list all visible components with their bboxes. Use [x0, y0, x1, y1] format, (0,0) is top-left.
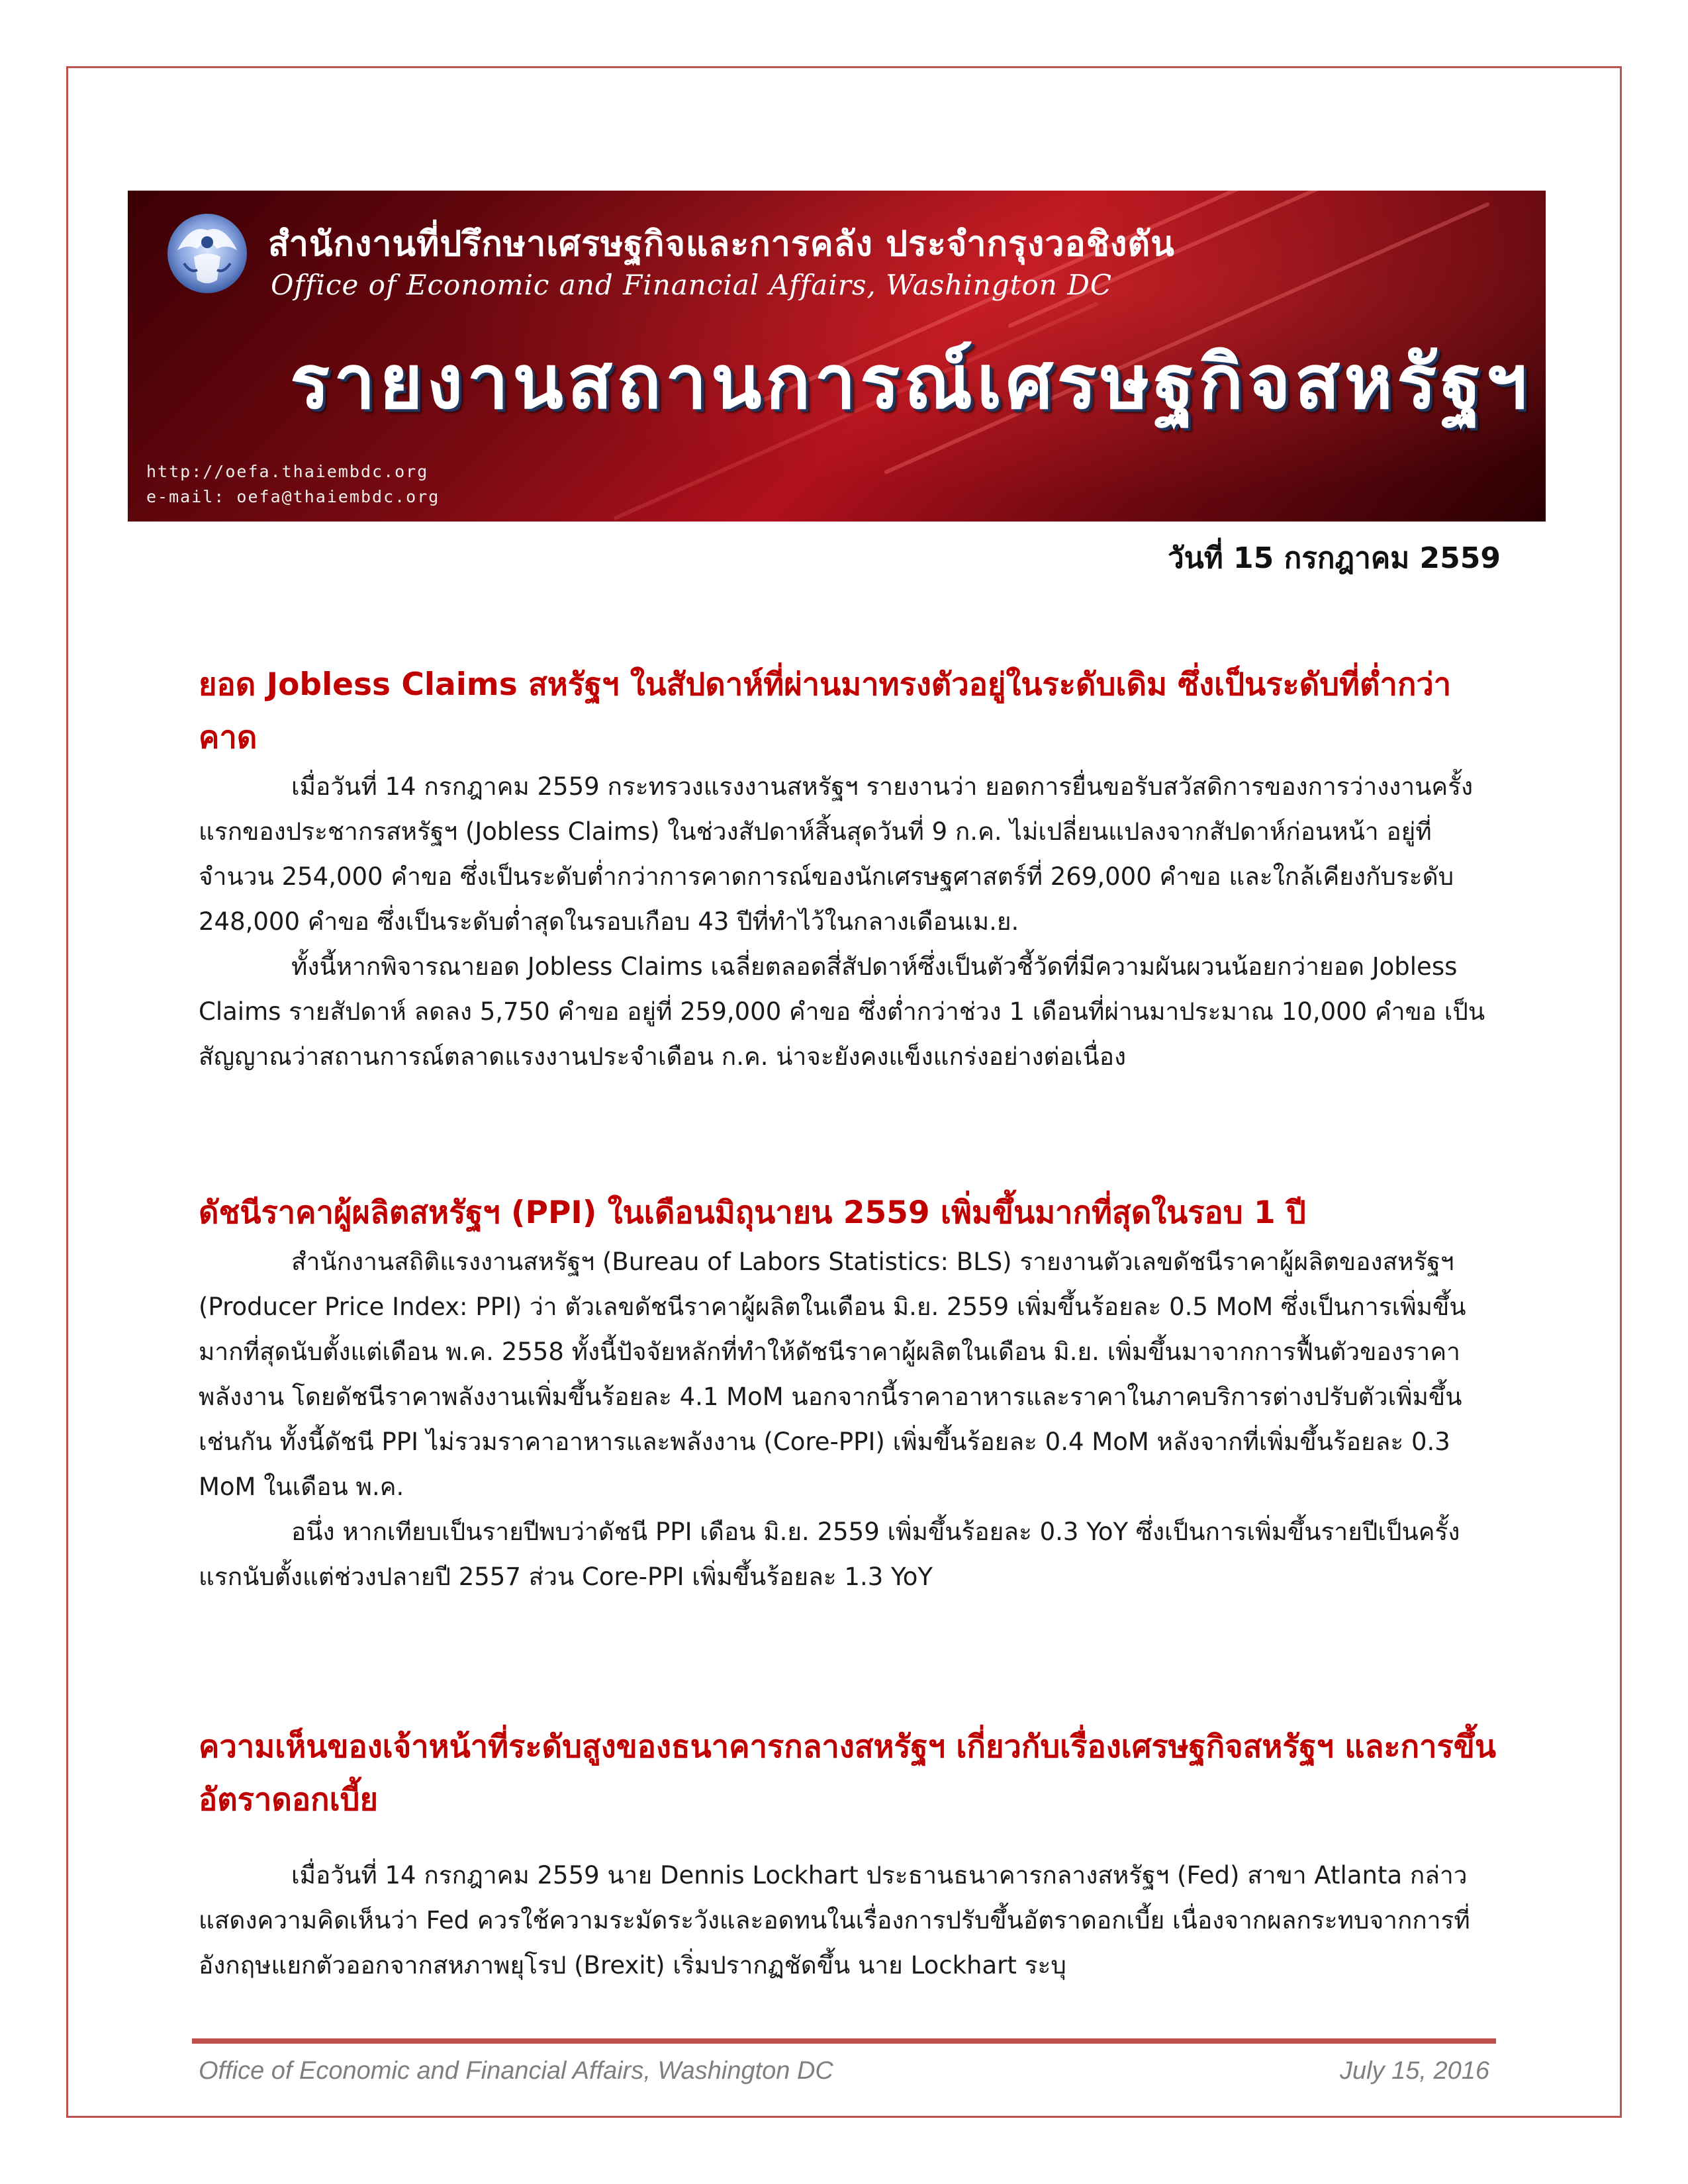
header-banner [128, 191, 1546, 522]
garuda-emblem-icon [164, 210, 250, 296]
section-paragraph: ทั้งนี้หากพิจารณายอด Jobless Claims เฉลี่ยตลอดสี่สัปดาห์ซึ่งเป็นตัวชี้วัดที่มีความผันผวนน้อยกว่ายอด Jobless Claims รายสัปดาห์ ลดลง 5,750 คำขอ อยู่ที่ 259,000 คำขอ ซึ่งต่ำกว่าช่วง 1 เดือนที่ผ่านมาประมาณ 10,000 คำขอ เป็นสัญญาณว่าสถานการณ์ตลาดแรงงานประจำเดือน ก.ค. น่าจะยังคงแข็งแกร่งอย่างต่อเนื่อง [199, 952, 1485, 1071]
section-paragraph: สำนักงานสถิติแรงงานสหรัฐฯ (Bureau of Labors Statistics: BLS) รายงานตัวเลขดัชนีราคาผู้ผลิตของสหรัฐฯ (Producer Price Index: PPI) ว่า ตัวเลขดัชนีราคาผู้ผลิตในเดือน มิ.ย. 2559 เพิ่มขึ้นร้อยละ 0.5 MoM ซึ่งเป็นการเพิ่มขึ้นมากที่สุดนับตั้งแต่เดือน พ.ค. 2558 ทั้งนี้ปัจจัยหลักที่ทำให้ดัชนีราคาผู้ผลิตในเดือน มิ.ย. เพิ่มขึ้นมาจากการฟื้นตัวของราคาพลังงาน โดยดัชนีราคาพลังงานเพิ่มขึ้นร้อยละ 4.1 MoM นอกจากนี้ราคาอาหารและราคาในภาคบริการต่างปรับตัวเพิ่มขึ้นเช่นกัน ทั้งนี้ดัชนี PPI ไม่รวมราคาอาหารและพลังงาน (Core-PPI) เพิ่มขึ้นร้อยละ 0.4 MoM หลังจากที่เพิ่มขึ้นร้อยละ 0.3 MoM ในเดือน พ.ค. [199, 1248, 1466, 1501]
report-title: รายงานสถานการณ์เศรษฐกิจสหรัฐฯ [290, 339, 1531, 426]
section-heading: ความเห็นของเจ้าหน้าที่ระดับสูงของธนาคารกลางสหรัฐฯ เกี่ยวกับเรื่องเศรษฐกิจสหรัฐฯ และการขึ้นอัตราดอกเบี้ย [199, 1729, 1497, 1818]
organization-name-thai: สำนักงานที่ปรึกษาเศรษฐกิจและการคลัง ประจำกรุงวอชิงตัน [268, 224, 1175, 264]
contact-email[interactable]: e-mail: oefa@thaiembdc.org [146, 487, 440, 506]
website-url[interactable]: http://oefa.thaiembdc.org [146, 462, 429, 481]
footer-date: July 15, 2016 [1339, 2057, 1489, 2085]
report-date: วันที่ 15 กรกฎาคม 2559 [1167, 541, 1501, 575]
section-fed-comments [199, 1721, 1496, 1988]
section-heading: ยอด Jobless Claims สหรัฐฯ ในสัปดาห์ที่ผ่านมาทรงตัวอยู่ในระดับเดิม ซึ่งเป็นระดับที่ต่ำกว่าคาด [199, 666, 1452, 756]
section-paragraph: เมื่อวันที่ 14 กรกฎาคม 2559 นาย Dennis Lockhart ประธานธนาคารกลางสหรัฐฯ (Fed) สาขา Atlanta กล่าวแสดงความคิดเห็นว่า Fed ควรใช้ความระมัดระวังและอดทนในเรื่องการปรับขึ้นอัตราดอกเบี้ย เนื่องจากผลกระทบจากการที่อังกฤษแยกตัวออกจากสหภาพยุโรป (Brexit) เริ่มปรากฏชัดขึ้น นาย Lockhart ระบุ [199, 1861, 1470, 1979]
section-heading: ดัชนีราคาผู้ผลิตสหรัฐฯ (PPI) ในเดือนมิถุนายน 2559 เพิ่มขึ้นมากที่สุดในรอบ 1 ปี [199, 1195, 1306, 1231]
footer-organization: Office of Economic and Financial Affairs, Washington DC [199, 2057, 833, 2085]
section-paragraph: เมื่อวันที่ 14 กรกฎาคม 2559 กระทรวงแรงงานสหรัฐฯ รายงานว่า ยอดการยื่นขอรับสวัสดิการของการว่างงานครั้งแรกของประชากรสหรัฐฯ (Jobless Claims) ในช่วงสัปดาห์สิ้นสุดวันที่ 9 ก.ค. ไม่เปลี่ยนแปลงจากสัปดาห์ก่อนหน้า อยู่ที่จำนวน 254,000 คำขอ ซึ่งเป็นระดับต่ำกว่าการคาดการณ์ของนักเศรษฐศาสตร์ที่ 269,000 คำขอ และใกล้เคียงกับระดับ 248,000 คำขอ ซึ่งเป็นระดับต่ำสุดในรอบเกือบ 43 ปีที่ทำไว้ในกลางเดือนเม.ย. [199, 772, 1474, 936]
section-ppi [199, 1187, 1496, 1600]
section-paragraph: อนึ่ง หากเทียบเป็นรายปีพบว่าดัชนี PPI เดือน มิ.ย. 2559 เพิ่มขึ้นร้อยละ 0.3 YoY ซึ่งเป็นการเพิ่มขึ้นรายปีเป็นครั้งแรกนับตั้งแต่ช่วงปลายปี 2557 ส่วน Core-PPI เพิ่มขึ้นร้อยละ 1.3 YoY [199, 1518, 1460, 1591]
section-jobless-claims [199, 659, 1496, 1079]
footer-divider [192, 2038, 1496, 2044]
organization-name-english: Office of Economic and Financial Affairs, Washington DC [271, 269, 1113, 301]
